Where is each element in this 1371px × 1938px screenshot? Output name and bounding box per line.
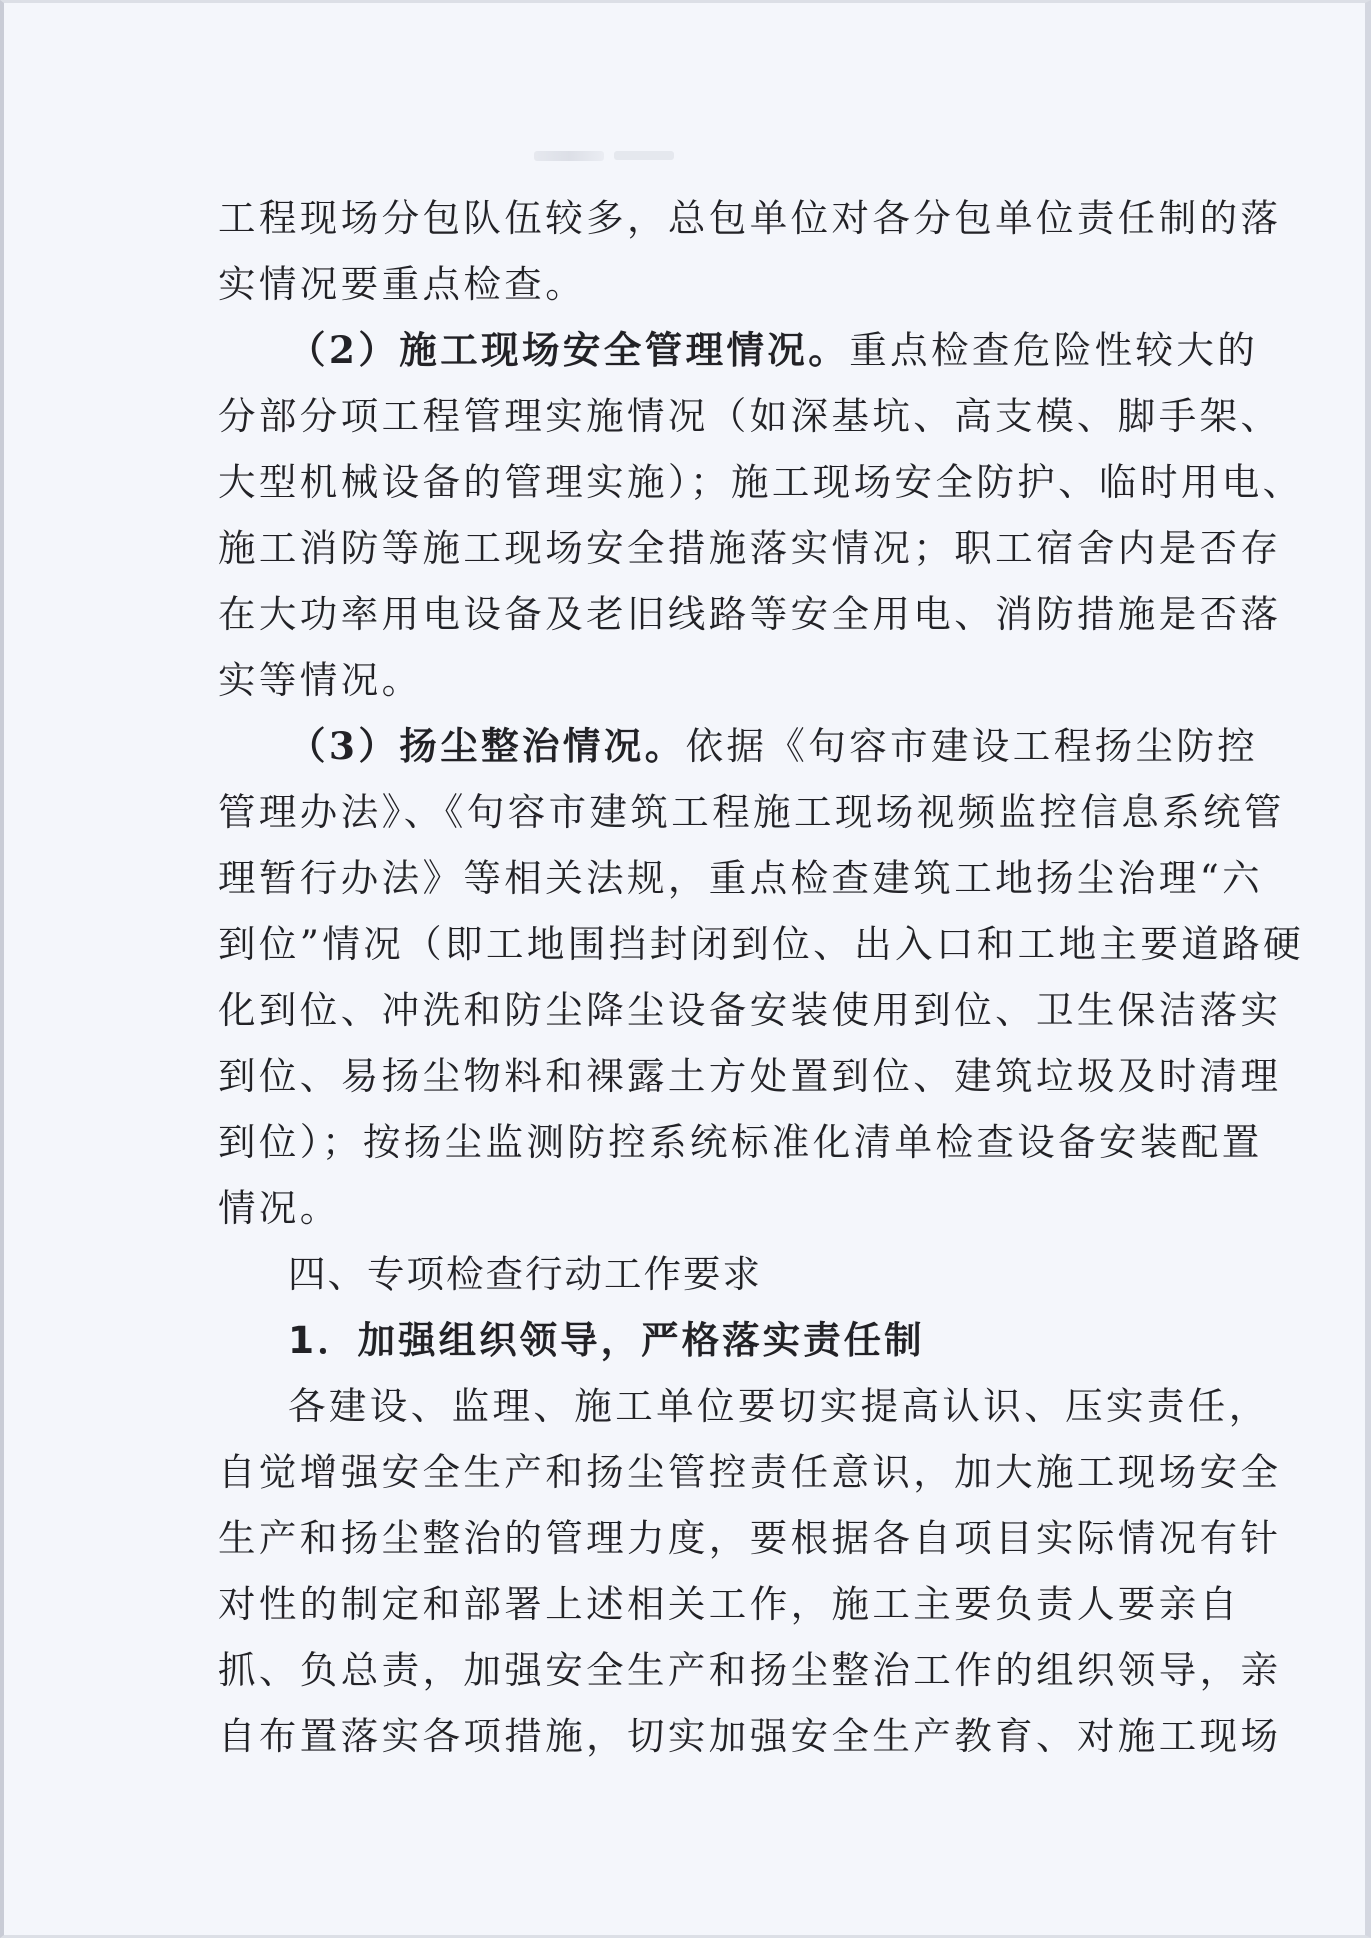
text-line: 自布置落实各项措施，切实加强安全生产教育、对施工现场 — [218, 1714, 1282, 1758]
scan-artifact — [534, 151, 604, 161]
text-line: 工程现场分包队伍较多，总包单位对各分包单位责任制的落 — [218, 196, 1282, 240]
sub-heading: 1．加强组织领导，严格落实责任制 — [288, 1318, 925, 1362]
item-heading: （2）施工现场安全管理情况。 — [288, 328, 850, 372]
text-span: 重点检查危险性较大的 — [849, 328, 1259, 372]
text-line: 到位”情况（即工地围挡封闭到位、出入口和工地主要道路硬 — [218, 922, 1304, 966]
text-line: 实情况要重点检查。 — [218, 262, 587, 306]
text-span: 依据《句容市建设工程扬尘防控 — [685, 724, 1259, 768]
text-line: 情况。 — [218, 1186, 341, 1230]
document-body — [218, 185, 1304, 1769]
text-line: 对性的制定和部署上述相关工作，施工主要负责人要亲自 — [218, 1582, 1241, 1626]
item-heading: （3）扬尘整治情况。 — [288, 724, 686, 768]
text-line: 抓、负总责，加强安全生产和扬尘整治工作的组织领导，亲 — [218, 1648, 1282, 1692]
text-line: 到位）；按扬尘监测防控系统标准化清单检查设备安装配置 — [218, 1120, 1263, 1164]
text-line: 实等情况。 — [218, 658, 423, 702]
scan-artifact — [614, 151, 674, 160]
text-line: 理暂行办法》等相关法规，重点检查建筑工地扬尘治理“六 — [218, 856, 1264, 900]
text-line: 分部分项工程管理实施情况（如深基坑、高支模、脚手架、 — [218, 394, 1282, 438]
text-line — [218, 713, 1259, 779]
text-line: 在大功率用电设备及老旧线路等安全用电、消防措施是否落 — [218, 592, 1282, 636]
text-line: 自觉增强安全生产和扬尘管控责任意识，加大施工现场安全 — [218, 1450, 1282, 1494]
text-line — [218, 317, 1259, 383]
text-line: 化到位、冲洗和防尘降尘设备安装使用到位、卫生保洁落实 — [218, 988, 1282, 1032]
section-heading: 四、专项检查行动工作要求 — [288, 1252, 762, 1296]
text-line: 管理办法》、《句容市建筑工程施工现场视频监控信息系统管 — [218, 790, 1285, 834]
text-line: 大型机械设备的管理实施）；施工现场安全防护、临时用电、 — [218, 460, 1304, 504]
text-line: 各建设、监理、施工单位要切实提高认识、压实责任， — [288, 1384, 1270, 1428]
text-line: 施工消防等施工现场安全措施落实情况；职工宿舍内是否存 — [218, 526, 1282, 570]
text-line: 生产和扬尘整治的管理力度，要根据各自项目实际情况有针 — [218, 1516, 1282, 1560]
text-line: 到位、易扬尘物料和裸露土方处置到位、建筑垃圾及时清理 — [218, 1054, 1282, 1098]
